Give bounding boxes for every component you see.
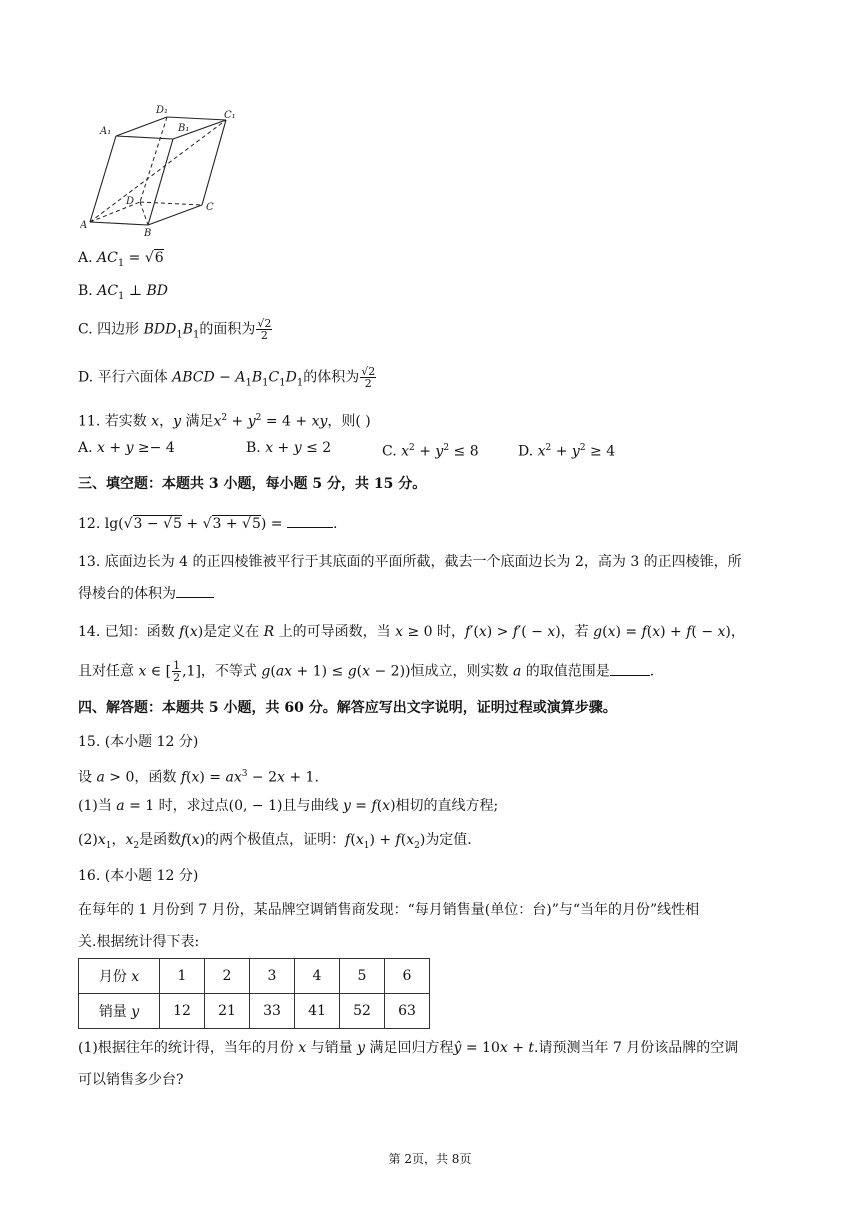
- parallelepiped-figure: [80, 100, 250, 240]
- q16-heading: 16. (本小题 12 分): [78, 868, 199, 884]
- q15-heading: 15. (本小题 12 分): [78, 734, 199, 750]
- q16-part1-line2: 可以销售多少台?: [78, 1072, 184, 1088]
- section-4-heading: 四、解答题：本题共 5 小题，共 60 分。解答应写出文字说明，证明过程或演算步骤。: [78, 700, 617, 716]
- q10-option-b: B. $AC_1$ ⊥ BD: [78, 283, 168, 302]
- table-cell: 5: [340, 959, 385, 994]
- q11-option-c: C. $x^2 + y^2 \le 8$: [382, 443, 479, 460]
- label-a1: A₁: [100, 126, 112, 137]
- q16-line2: 关.根据统计得下表:: [78, 934, 200, 950]
- table-cell: 1: [160, 959, 205, 994]
- page-footer: 第 2页，共 8页: [388, 1152, 472, 1166]
- q13-line2: [78, 584, 214, 604]
- q13-line1: 13. 底面边长为 4 的正四棱锥被平行于其底面的平面所截，截去一个底面边长为 2，高为 3 的正四棱锥，所: [78, 554, 742, 570]
- q12-prefix: 12.: [78, 516, 101, 532]
- q11-stem-a: 11. 若实数: [78, 413, 147, 430]
- q16-part1-line1: (1)根据往年的统计得，当年的月份 x 与销量 y 满足回归方程ŷ = 10x + t.请预测当年 7 月份该品牌的空调: [78, 1040, 739, 1056]
- table-cell: 63: [385, 994, 430, 1029]
- table-cell: 52: [340, 994, 385, 1029]
- table-cell: 41: [295, 994, 340, 1029]
- q14-line2: 且对任意 x ∈ [ $\frac{1}{2}$ ,1]，不等式 g(ax + 1) ≤ g(x − 2))恒成立，则实数 a 的取值范围是 .: [78, 659, 655, 684]
- q11-option-d: D. $x^2 + y^2 \ge 4$: [518, 443, 616, 460]
- table-cell: 12: [160, 994, 205, 1029]
- q15-line2: (1)当 a = 1 时，求过点(0, − 1)且与曲线 y = f(x)相切的直线方程;: [78, 798, 499, 814]
- label-b1: B₁: [178, 123, 190, 134]
- label-b: B: [144, 228, 152, 239]
- label-c1: C₁: [224, 110, 236, 121]
- label-d: D: [126, 196, 135, 207]
- table-row: [79, 994, 430, 1029]
- option-d-prefix: D. 平行六面体: [78, 369, 168, 386]
- option-c-prefix: C. 四边形: [78, 321, 140, 338]
- q11-option-a: A. x + y ≥− 4: [78, 440, 175, 456]
- label-d1: D₁: [156, 105, 169, 116]
- q10-option-a: A. $AC_1 = √6$: [78, 250, 164, 269]
- q16-line1: 在每年的 1 月份到 7 月份，某品牌空调销售商发现：“每月销售量(单位：台)”与“当年的月份”线性相: [78, 902, 700, 918]
- q11-stem-b: 满足: [185, 413, 214, 430]
- label-a: A: [80, 220, 88, 231]
- table-cell: 33: [250, 994, 295, 1029]
- section-3-heading: 三、填空题：本题共 3 小题，每小题 5 分，共 15 分。: [78, 476, 427, 492]
- option-a-prefix: A.: [78, 250, 93, 266]
- q11-stem-c: ，则( ): [327, 413, 371, 430]
- q10-option-c: C. 四边形 $BDD_1B_1$的面积为 $\frac{√2}{2}$: [78, 317, 272, 342]
- option-c-mid: 的面积为: [199, 321, 256, 338]
- label-c: C: [206, 202, 214, 213]
- q14-line1: 14. 已知：函数 f(x)是定义在 R 上的可导函数，当 x ≥ 0 时，f′(x) > f′( − x)，若 g(x) = f(x) + f( − x)，: [78, 624, 745, 640]
- q11-stem: 11. 若实数 x，y 满足$x^2 + y^2 = 4$ + xy，则( ): [78, 413, 371, 430]
- option-d-mid: 的体积为: [303, 369, 360, 386]
- sales-table: [78, 958, 430, 1029]
- option-b-prefix: B.: [78, 283, 93, 299]
- q12-suffix: .: [332, 516, 338, 532]
- q15-line3: $(2)x_1$，$x_2$是函数f(x)的两个极值点，证明：$f(x_1) + f(x_2)$为定值.: [78, 832, 472, 851]
- table-row: [79, 959, 430, 994]
- table-cell: 2: [205, 959, 250, 994]
- q12: 12. lg(√3 − √5 + √3 + √5) = .: [78, 516, 338, 532]
- q13-line2-text: 得棱台的体积为: [78, 586, 176, 602]
- q11-option-b: B. x + y ≤ 2: [246, 440, 332, 456]
- table-cell: 6: [385, 959, 430, 994]
- table-cell: 4: [295, 959, 340, 994]
- q10-option-d: D. 平行六面体 ABCD − $A_1B_1C_1D_1$的体积为 $\frac{√2}{2}$: [78, 365, 376, 390]
- table-header-cell: 月份 x: [79, 959, 160, 994]
- q15-line1: 设 a > 0，函数 $f(x) = ax^3 - 2x + 1$.: [78, 769, 319, 786]
- table-cell: 3: [250, 959, 295, 994]
- table-header-cell: 销量 y: [79, 994, 160, 1029]
- table-cell: 21: [205, 994, 250, 1029]
